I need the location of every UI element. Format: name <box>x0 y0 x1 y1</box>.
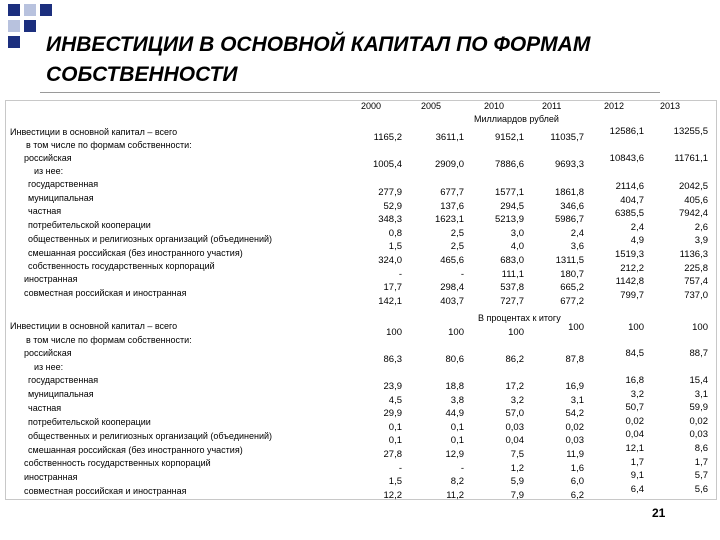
decor-square <box>8 4 20 16</box>
row-label-joint: совместная российская и иностранная <box>24 486 187 496</box>
row-label-mixed-russian: смешанная российская (без иностранного участия) <box>28 445 243 455</box>
cell-value: 0,03 <box>565 435 584 447</box>
value-column <box>534 380 584 502</box>
cell-value: 84,5 <box>625 348 644 359</box>
year-header: 2000 <box>361 101 382 111</box>
row-label-mixed-russian: смешанная российская (без иностранного участия) <box>28 248 243 258</box>
cell-value: 2,5 <box>450 241 464 253</box>
cell-value: 3,2 <box>630 388 644 400</box>
cell-value: 3,1 <box>570 394 584 406</box>
year-header: 2005 <box>421 101 442 111</box>
cell-value: 2114,6 <box>615 181 644 192</box>
cell-value: 57,0 <box>505 408 524 420</box>
row-label-foreign: иностранная <box>24 472 78 482</box>
cell-value: 23,9 <box>383 381 402 392</box>
cell-value: 6,2 <box>570 489 584 501</box>
cell-value: 86,2 <box>505 354 524 365</box>
cell-value: 212,2 <box>620 262 644 274</box>
cell-value: 0,1 <box>450 421 464 433</box>
cell-value: 1861,8 <box>554 187 584 198</box>
cell-value: 12586,1 <box>609 126 644 137</box>
cell-value: 5,7 <box>694 470 708 482</box>
value-column <box>592 180 644 302</box>
row-label-cooperative: потребительской кооперации <box>28 220 151 230</box>
year-header: 2013 <box>660 101 681 111</box>
cell-value: 7942,4 <box>678 208 708 220</box>
cell-value: 44,9 <box>445 408 464 420</box>
cell-value: 17,2 <box>505 381 524 392</box>
cell-value: 11,2 <box>446 489 464 501</box>
cell-value: 7,9 <box>510 489 524 501</box>
cell-value: 2909,0 <box>434 159 464 170</box>
cell-value: 6385,5 <box>614 208 644 220</box>
cell-value: 298,4 <box>440 282 464 294</box>
cell-value: 1142,8 <box>615 276 644 288</box>
cell-value: 50,7 <box>625 402 644 414</box>
row-label-private: частная <box>28 403 62 413</box>
cell-value: 2042,5 <box>678 181 708 192</box>
row-label-foreign: иностранная <box>24 274 78 284</box>
cell-value: 1,6 <box>570 462 584 474</box>
row-label-of-which: из нее: <box>34 362 64 372</box>
cell-value: 52,9 <box>383 200 402 212</box>
row-label-total: Инвестиции в основной капитал – всего <box>10 321 178 331</box>
row-label-state: государственная <box>28 375 99 385</box>
cell-value: 16,8 <box>625 375 644 386</box>
cell-value: 1623,1 <box>434 214 464 226</box>
cell-value: 324,0 <box>378 254 402 266</box>
cell-value: 9,1 <box>630 470 644 482</box>
cell-value: 1311,5 <box>555 254 584 266</box>
cell-value: 18,8 <box>445 381 464 392</box>
value-column <box>414 380 464 502</box>
year-header: 2011 <box>542 101 562 111</box>
cell-value: 0,02 <box>689 415 708 427</box>
cell-value: 16,9 <box>565 381 584 392</box>
cell-value: 294,5 <box>500 200 524 212</box>
decor-square <box>8 20 20 32</box>
cell-value: 1,5 <box>388 241 402 253</box>
cell-value: 4,5 <box>388 394 402 406</box>
decor-square <box>40 4 52 16</box>
row-label-municipal: муниципальная <box>28 389 94 399</box>
cell-value: 727,7 <box>500 295 524 307</box>
cell-value: 3,8 <box>450 394 464 406</box>
decor-square <box>24 4 36 16</box>
cell-value: 15,4 <box>689 375 708 386</box>
row-label-public-religious: общественных и религиозных организаций (объединений) <box>28 234 272 244</box>
cell-value: - <box>460 462 464 474</box>
cell-value: 2,4 <box>570 227 584 239</box>
cell-value: 0,03 <box>689 429 708 441</box>
value-column <box>474 380 524 502</box>
cell-value: 1136,3 <box>679 248 708 260</box>
cell-value: 348,3 <box>378 214 402 226</box>
cell-value: 0,04 <box>505 435 524 447</box>
cell-value: 5213,9 <box>494 214 524 226</box>
row-label-cooperative: потребительской кооперации <box>28 417 151 427</box>
cell-value: 277,9 <box>378 187 402 198</box>
cell-value: 799,7 <box>620 289 644 301</box>
cell-value: 1,7 <box>630 456 644 468</box>
cell-value: 3611,1 <box>435 132 464 143</box>
cell-value: 0,1 <box>388 435 402 447</box>
row-label-total: Инвестиции в основной капитал – всего <box>10 127 178 137</box>
unit-percent: В процентах к итогу <box>478 313 561 323</box>
cell-value: - <box>398 268 402 280</box>
title-divider <box>40 92 660 93</box>
cell-value: 10843,6 <box>609 153 644 164</box>
cell-value: 0,03 <box>505 421 524 433</box>
value-column <box>592 374 644 496</box>
value-column <box>534 186 584 308</box>
row-label-state-corporations: собственность государственных корпораций <box>28 261 215 271</box>
value-column <box>654 180 708 302</box>
page-number: 21 <box>652 506 666 520</box>
cell-value: 0,8 <box>388 227 402 239</box>
cell-value: 1,5 <box>388 476 402 488</box>
cell-value: 8,2 <box>450 476 464 488</box>
cell-value: 7,5 <box>510 448 524 460</box>
cell-value: 3,2 <box>510 394 524 406</box>
cell-value: 111,1 <box>501 268 524 280</box>
cell-value: 137,6 <box>440 200 464 212</box>
cell-value: 17,7 <box>383 282 402 294</box>
value-column <box>414 186 464 308</box>
value-column <box>474 186 524 308</box>
cell-value: 180,7 <box>560 268 584 280</box>
cell-value: 8,6 <box>694 442 708 454</box>
cell-value: 11,9 <box>566 448 584 460</box>
year-header: 2010 <box>484 101 505 111</box>
cell-value: 737,0 <box>684 289 708 301</box>
cell-value: 13255,5 <box>673 126 708 137</box>
page-title: ИНВЕСТИЦИИ В ОСНОВНОЙ КАПИТАЛ ПО ФОРМАМ СОБСТВЕННОСТИ <box>46 33 591 86</box>
cell-value: 100 <box>568 322 584 333</box>
cell-value: 5986,7 <box>554 214 584 226</box>
cell-value: 6,4 <box>630 483 644 495</box>
cell-value: 1,2 <box>510 462 524 474</box>
cell-value: 757,4 <box>684 276 708 288</box>
row-label-private: частная <box>28 206 62 216</box>
cell-value: 100 <box>386 327 402 338</box>
row-label-russian: российская <box>24 153 72 163</box>
row-label-municipal: муниципальная <box>28 193 94 203</box>
cell-value: 6,0 <box>570 476 584 488</box>
cell-value: 225,8 <box>684 262 708 274</box>
cell-value: 100 <box>692 322 708 333</box>
cell-value: 29,9 <box>383 408 402 420</box>
cell-value: 3,1 <box>694 388 708 400</box>
cell-value: 2,6 <box>694 221 708 233</box>
cell-value: 4,0 <box>510 241 524 253</box>
cell-value: 100 <box>448 327 464 338</box>
cell-value: 54,2 <box>565 408 584 420</box>
cell-value: 346,6 <box>560 200 584 212</box>
cell-value: 88,7 <box>689 348 708 359</box>
row-label-by-forms: в том числе по формам собственности: <box>26 335 192 345</box>
row-label-of-which: из нее: <box>34 166 64 176</box>
cell-value: - <box>398 462 402 474</box>
value-column <box>352 380 402 502</box>
decor-square <box>8 36 20 48</box>
cell-value: 0,02 <box>565 421 584 433</box>
cell-value: 0,04 <box>625 429 644 441</box>
cell-value: 0,1 <box>450 435 464 447</box>
cell-value: 677,2 <box>560 295 584 307</box>
cell-value: 7886,6 <box>494 159 524 170</box>
row-label-state-corporations: собственность государственных корпораций <box>24 458 211 468</box>
cell-value: 12,2 <box>383 489 402 501</box>
cell-value: 537,8 <box>500 282 524 294</box>
cell-value: 2,5 <box>450 227 464 239</box>
cell-value: 87,8 <box>565 354 584 365</box>
cell-value: 11035,7 <box>550 132 584 143</box>
cell-value: 677,7 <box>440 187 464 198</box>
cell-value: 27,8 <box>383 448 402 460</box>
cell-value: 2,4 <box>630 221 644 233</box>
cell-value: 683,0 <box>500 254 524 266</box>
cell-value: 3,0 <box>510 227 524 239</box>
cell-value: 86,3 <box>383 354 402 365</box>
cell-value: 5,6 <box>694 483 708 495</box>
cell-value: 465,6 <box>440 254 464 266</box>
cell-value: 404,7 <box>620 194 644 206</box>
cell-value: 1577,1 <box>494 187 524 198</box>
cell-value: - <box>460 268 464 280</box>
decor-square <box>24 20 36 32</box>
cell-value: 1519,3 <box>614 248 644 260</box>
cell-value: 9693,3 <box>554 159 584 170</box>
cell-value: 11761,1 <box>674 153 708 164</box>
row-label-by-forms: в том числе по формам собственности: <box>26 140 192 150</box>
cell-value: 142,1 <box>378 295 402 307</box>
cell-value: 3,6 <box>570 241 584 253</box>
cell-value: 100 <box>628 322 644 333</box>
cell-value: 1005,4 <box>372 159 402 170</box>
cell-value: 665,2 <box>560 282 584 294</box>
cell-value: 1,7 <box>694 456 708 468</box>
cell-value: 1165,2 <box>373 132 402 143</box>
cell-value: 0,02 <box>625 415 644 427</box>
value-column <box>352 186 402 308</box>
cell-value: 405,6 <box>684 194 708 206</box>
cell-value: 12,9 <box>445 448 464 460</box>
unit-billion: Миллиардов рублей <box>474 114 559 124</box>
cell-value: 59,9 <box>689 402 708 414</box>
row-label-russian: российская <box>24 348 72 358</box>
cell-value: 403,7 <box>440 295 464 307</box>
cell-value: 12,1 <box>625 442 644 454</box>
cell-value: 5,9 <box>510 476 524 488</box>
row-label-joint: совместная российская и иностранная <box>24 288 187 298</box>
year-header: 2012 <box>604 101 625 111</box>
cell-value: 80,6 <box>445 354 464 365</box>
cell-value: 3,9 <box>694 235 708 247</box>
row-label-public-religious: общественных и религиозных организаций (объединений) <box>28 431 272 441</box>
cell-value: 0,1 <box>388 421 402 433</box>
row-label-state: государственная <box>28 179 99 189</box>
cell-value: 4,9 <box>630 235 644 247</box>
cell-value: 100 <box>508 327 524 338</box>
value-column <box>654 374 708 496</box>
cell-value: 9152,1 <box>494 132 524 143</box>
